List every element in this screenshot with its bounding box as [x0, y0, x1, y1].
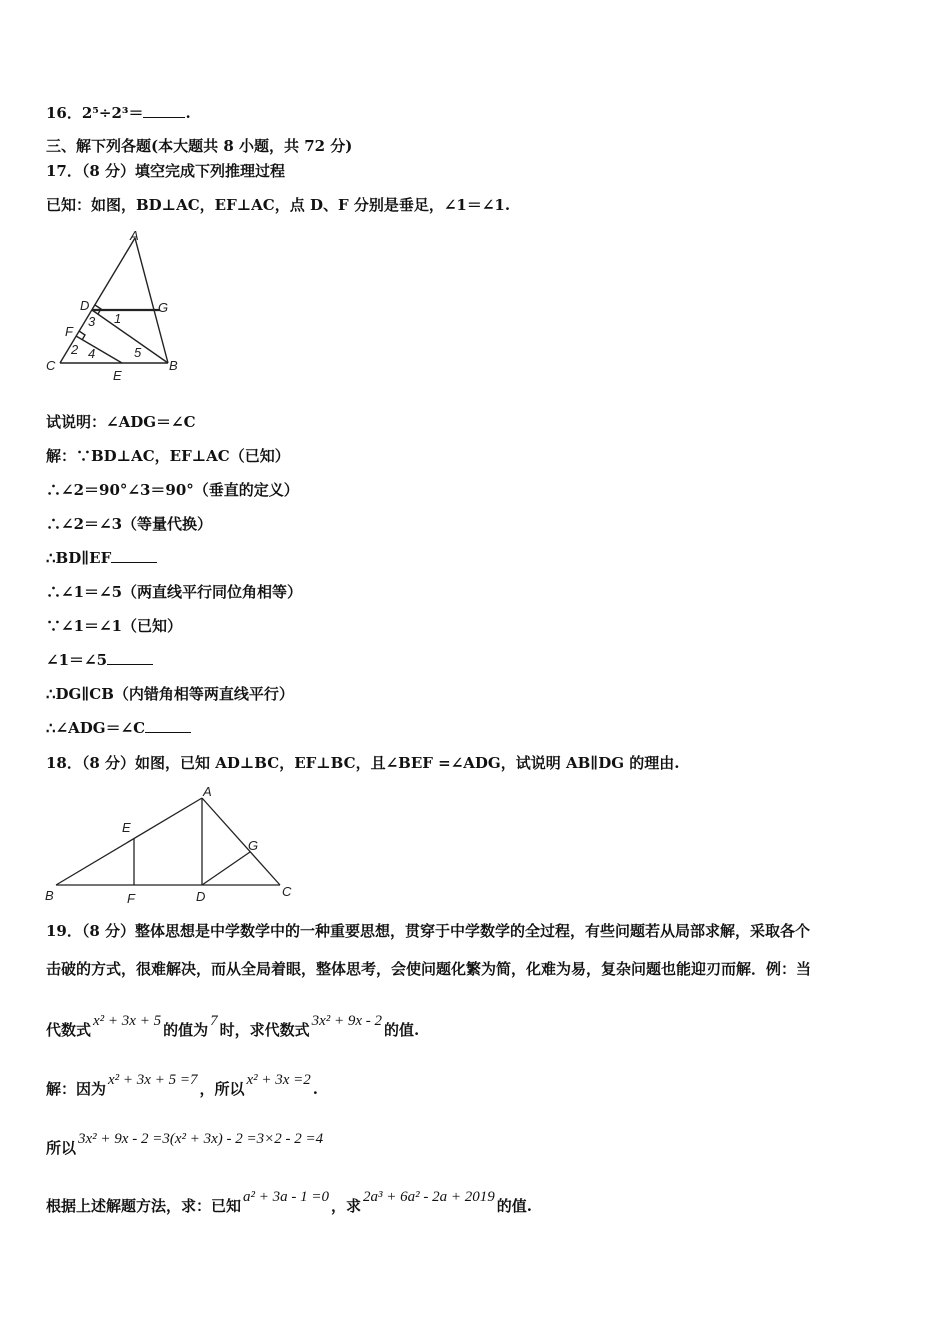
q19-line-2: 击破的方式，很难解决，而从全局着眼，整体思考，会使问题化繁为简，化难为易，复杂问题也能迎刃而解．例：当	[46, 960, 812, 978]
label-4: 4	[88, 346, 96, 361]
label-D: D	[196, 889, 206, 904]
q19-line-6	[46, 1189, 532, 1217]
math-expression: x² + 3x + 5	[93, 1013, 162, 1029]
q17-step-5: ∴∠1＝∠5（两直线平行同位角相等）	[46, 583, 303, 601]
text: 的值.	[384, 1021, 420, 1039]
label-G: G	[158, 300, 169, 315]
label-E: E	[122, 820, 131, 835]
text: 所以	[46, 1139, 77, 1157]
q17-step-2: ∴∠2＝90°∠3＝90°（垂直的定义）	[46, 481, 299, 499]
q17-step-9-line	[46, 718, 191, 738]
q16-number: 16．	[46, 104, 82, 122]
text: ，求	[331, 1197, 362, 1215]
label-1: 1	[114, 311, 122, 326]
label-F: F	[127, 891, 135, 906]
q19-line-5	[46, 1131, 325, 1159]
label-5: 5	[134, 345, 142, 360]
q17-title: 17．（8 分）填空完成下列推理过程	[46, 162, 286, 180]
q17-figure	[40, 228, 200, 388]
math-expression: 2a³ + 6a² - 2a + 2019	[363, 1189, 495, 1205]
math-expression: 3x² + 9x - 2 =3(x² + 3x) - 2 =3×2 - 2 =4	[78, 1131, 324, 1147]
q17-step-6: ∵∠1＝∠1（已知）	[46, 617, 183, 635]
q17-prove: 试说明：∠ADG＝∠C	[46, 413, 196, 431]
math-expression: 3x² + 9x - 2	[311, 1013, 383, 1029]
label-C: C	[46, 358, 56, 373]
math-expression: 7	[210, 1013, 218, 1029]
answer-blank	[111, 548, 157, 563]
q19-line-3	[46, 1013, 420, 1041]
section-3-heading: 三、解下列各题(本大题共 8 小题，共 72 分)	[46, 137, 353, 155]
q16-line	[46, 103, 191, 123]
q17-step-8: ∴DG∥CB（内错角相等两直线平行）	[46, 685, 294, 703]
answer-blank	[143, 103, 185, 118]
math-expression: a² + 3a - 1 =0	[243, 1189, 330, 1205]
text: .	[312, 1080, 319, 1098]
text: 代数式	[46, 1021, 92, 1039]
answer-blank	[145, 718, 191, 733]
q18-text: 18．（8 分）如图，已知 AD⊥BC，EF⊥BC，且∠BEF =∠ADG，试说明 AB∥DG 的理由.	[46, 754, 680, 772]
q17-step-1: 解：∵BD⊥AC，EF⊥AC（已知）	[46, 447, 290, 465]
q16-end: .	[185, 104, 191, 122]
label-F: F	[65, 324, 73, 339]
text: 时，求代数式	[219, 1021, 310, 1039]
label-A: A	[130, 228, 139, 243]
q17-step-4-line	[46, 548, 157, 568]
q19-line-1: 19．（8 分）整体思想是中学数学中的一种重要思想，贯穿于中学数学的全过程，有些问题若从局部求解，采取各个	[46, 922, 811, 940]
q17-step-3: ∴∠2＝∠3（等量代换）	[46, 515, 213, 533]
text: 的值.	[496, 1197, 532, 1215]
q17-given: 已知：如图，BD⊥AC，EF⊥AC，点 D、F 分别是垂足，∠1＝∠1.	[46, 196, 511, 214]
q17-step-9: ∴∠ADG＝∠C	[46, 719, 146, 737]
label-C: C	[282, 884, 292, 899]
q17-step-4: ∴BD∥EF	[46, 549, 112, 567]
q17-step-7: ∠1＝∠5	[46, 651, 108, 669]
text: 根据上述解题方法，求：已知	[46, 1197, 242, 1215]
label-D: D	[80, 298, 90, 313]
text: ，所以	[199, 1080, 245, 1098]
label-E: E	[113, 368, 122, 383]
math-expression: x² + 3x + 5 =7	[108, 1072, 198, 1088]
q16-expression: 2⁵÷2³＝	[81, 104, 144, 122]
text: 的值为	[163, 1021, 209, 1039]
q19-line-4	[46, 1072, 319, 1100]
label-3: 3	[88, 314, 96, 329]
label-2: 2	[71, 342, 79, 357]
label-G: G	[248, 838, 259, 853]
answer-blank	[107, 650, 153, 665]
label-B: B	[169, 358, 178, 373]
label-B: B	[45, 888, 54, 903]
text: 解：因为	[46, 1080, 107, 1098]
label-A: A	[203, 784, 212, 799]
q18-figure	[40, 780, 310, 910]
q17-step-7-line	[46, 650, 153, 670]
math-expression: x² + 3x =2	[246, 1072, 311, 1088]
